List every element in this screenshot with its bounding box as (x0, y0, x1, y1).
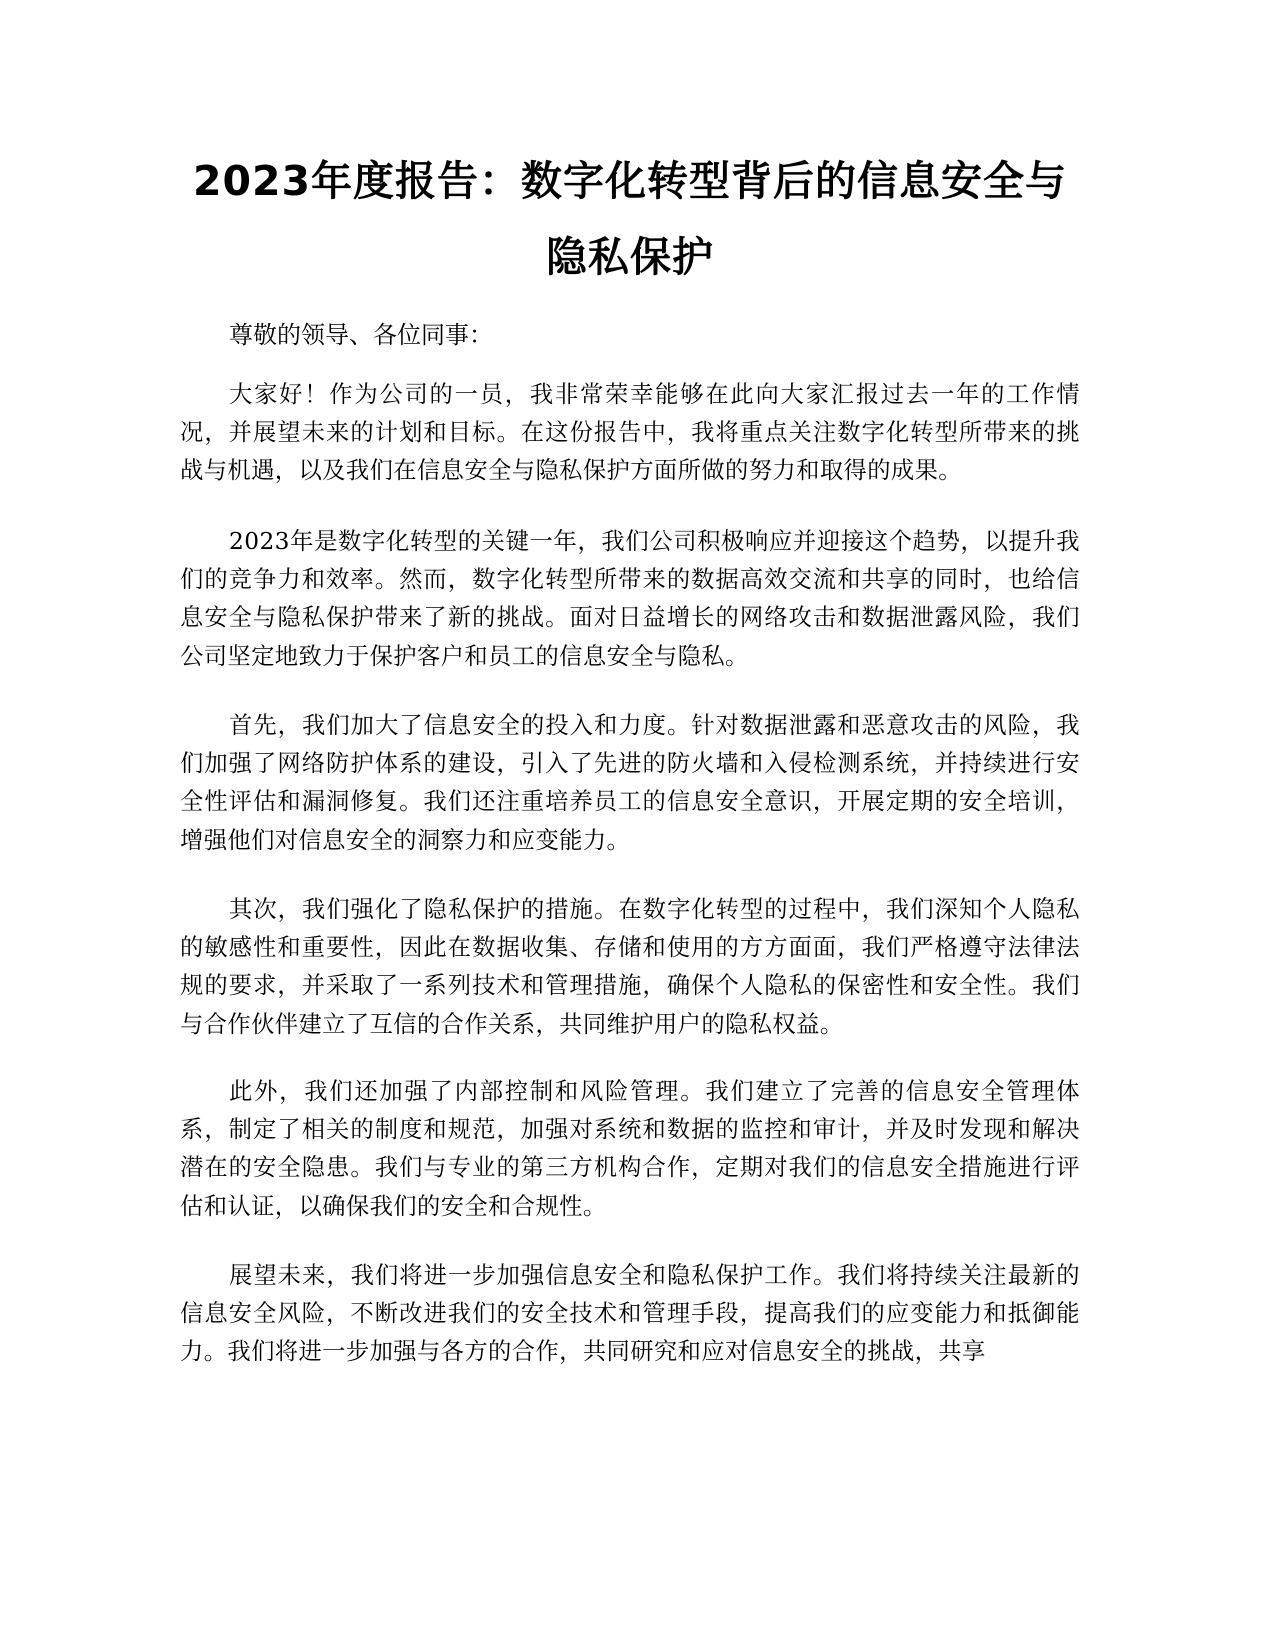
salutation: 尊敬的领导、各位同事： (229, 321, 493, 349)
paragraph-outlook: 展望未来，我们将进一步加强信息安全和隐私保护工作。我们将持续关注最新的信息安全风险，不断改进我们的安全技术和管理手段，提高我们的应变能力和抵御能力。我们将进一步加强与各方的合作，共同研究和应对信息安全的挑战，共享 (180, 1262, 1080, 1366)
paragraph-greeting: 大家好！作为公司的一员，我非常荣幸能够在此向大家汇报过去一年的工作情况，并展望未来的计划和目标。在这份报告中，我将重点关注数字化转型所带来的挑战与机遇，以及我们在信息安全与隐私保护方面所做的努力和取得的成果。 (180, 381, 1080, 485)
paragraph-security-investment: 首先，我们加大了信息安全的投入和力度。针对数据泄露和恶意攻击的风险，我们加强了网络防护体系的建设，引入了先进的防火墙和入侵检测系统，并持续进行安全性评估和漏洞修复。我们还注重培养员工的信息安全意识，开展定期的安全培训，增强他们对信息安全的洞察力和应变能力。 (180, 712, 1080, 854)
paragraph-internal-control: 此外，我们还加强了内部控制和风险管理。我们建立了完善的信息安全管理体系，制定了相关的制度和规范，加强对系统和数据的监控和审计，并及时发现和解决潜在的安全隐患。我们与专业的第三方机构合作，定期对我们的信息安全措施进行评估和认证，以确保我们的安全和合规性。 (180, 1078, 1080, 1220)
paragraph-privacy-protection: 其次，我们强化了隐私保护的措施。在数字化转型的过程中，我们深知个人隐私的敏感性和重要性，因此在数据收集、存储和使用的方方面面，我们严格遵守法律法规的要求，并采取了一系列技术和管理措施，确保个人隐私的保密性和安全性。我们与合作伙伴建立了互信的合作关系，共同维护用户的隐私权益。 (180, 896, 1080, 1038)
paragraph-digital-transformation: 2023年是数字化转型的关键一年，我们公司积极响应并迎接这个趋势，以提升我们的竞争力和效率。然而，数字化转型所带来的数据高效交流和共享的同时，也给信息安全与隐私保护带来了新的挑战。面对日益增长的网络攻击和数据泄露风险，我们公司坚定地致力于保护客户和员工的信息安全与隐私。 (180, 528, 1080, 670)
report-title: 2023年度报告：数字化转型背后的信息安全与隐私保护 (192, 157, 1068, 281)
